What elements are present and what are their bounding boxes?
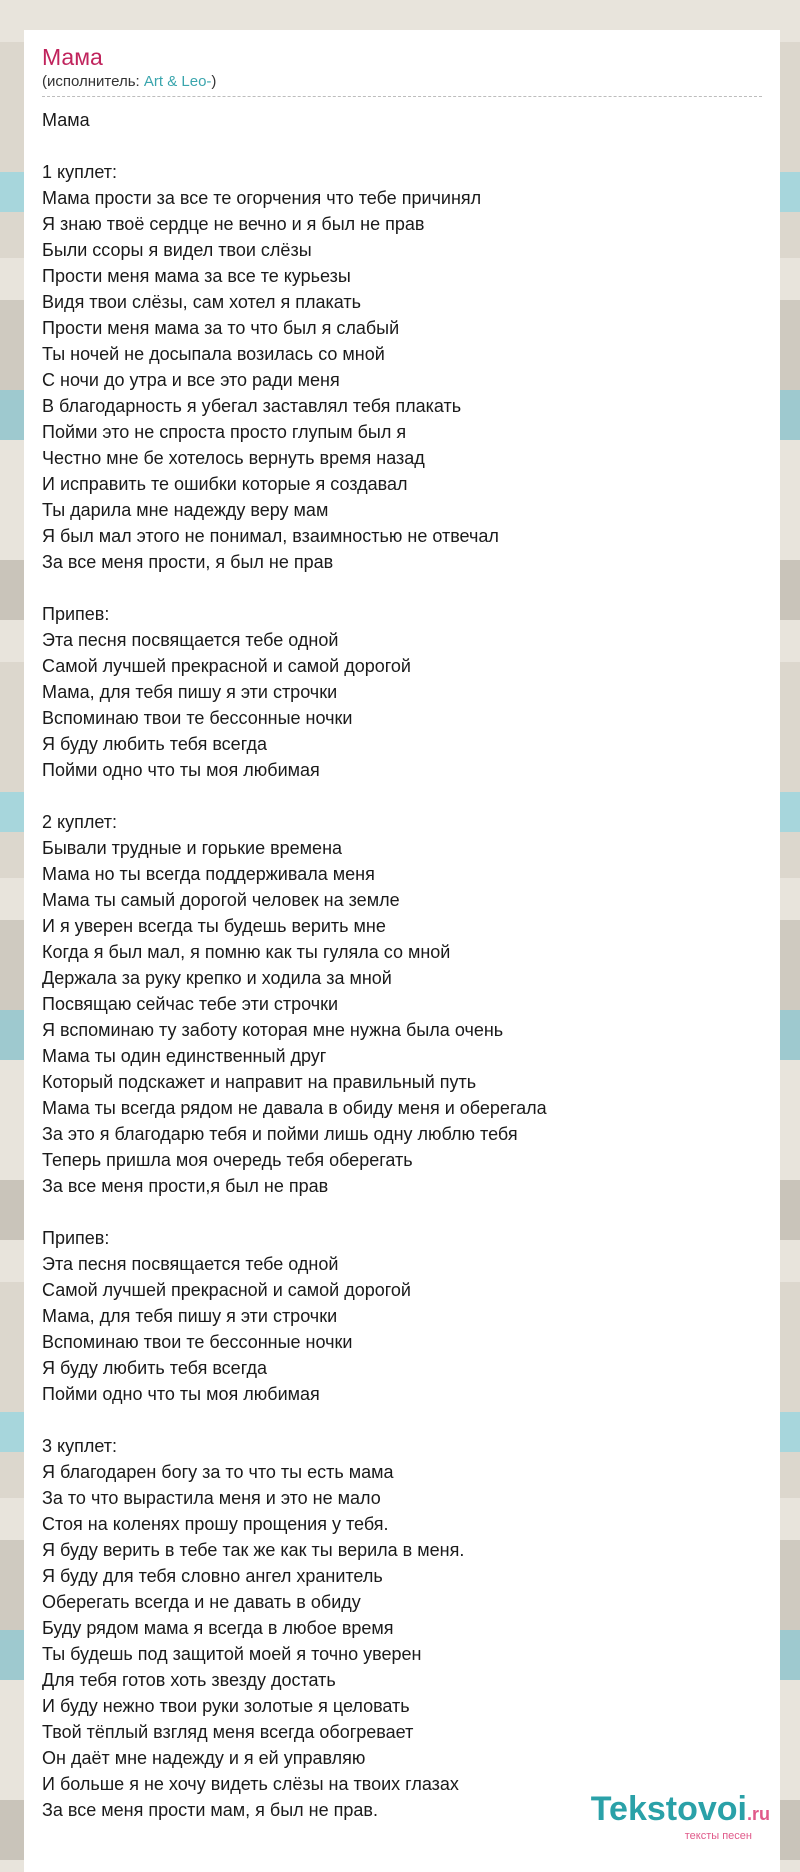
lyric-line: Мама, для тебя пишу я эти строчки <box>42 682 338 702</box>
lyric-line: Буду рядом мама я всегда в любое время <box>42 1618 394 1638</box>
lyric-line: Прости меня мама за все те курьезы <box>42 266 351 286</box>
lyric-line: Вспоминаю твои те бессонные ночки <box>42 1332 353 1352</box>
lyric-line: Мама ты один единственный друг <box>42 1046 327 1066</box>
lyric-line: За все меня прости,я был не прав <box>42 1176 329 1196</box>
lyric-line: За все меня прости мам, я был не прав. <box>42 1800 378 1820</box>
lyric-line: Мама, для тебя пишу я эти строчки <box>42 1306 338 1326</box>
lyric-line: И я уверен всегда ты будешь верить мне <box>42 916 386 936</box>
lyric-line: С ночи до утра и все это ради меня <box>42 370 340 390</box>
lyric-line: Мама <box>42 110 90 130</box>
lyric-line: Пойми одно что ты моя любимая <box>42 760 320 780</box>
lyrics-body <box>42 107 762 1823</box>
lyric-line: Самой лучшей прекрасной и самой дорогой <box>42 1280 411 1300</box>
logo-tagline: тексты песен <box>684 1830 752 1842</box>
lyric-line: Эта песня посвящается тебе одной <box>42 630 339 650</box>
lyric-line: И буду нежно твои руки золотые я целовать <box>42 1696 410 1716</box>
lyrics-card <box>24 30 780 1872</box>
lyric-line: Я буду для тебя словно ангел хранитель <box>42 1566 383 1586</box>
lyric-line: 3 куплет: <box>42 1436 117 1456</box>
lyric-line: 2 куплет: <box>42 812 117 832</box>
lyric-line: Держала за руку крепко и ходила за мной <box>42 968 392 988</box>
song-title: Мама <box>42 44 103 70</box>
lyric-line: Мама но ты всегда поддерживала меня <box>42 864 375 884</box>
site-logo[interactable] <box>591 1791 770 1842</box>
lyric-line: За это я благодарю тебя и пойми лишь одну люблю тебя <box>42 1124 518 1144</box>
lyric-line: Стоя на коленях прошу прощения у тебя. <box>42 1514 389 1534</box>
lyric-blank-line <box>42 783 762 809</box>
logo-domain: .ru <box>746 1804 770 1824</box>
lyric-line: Я знаю твоё сердце не вечно и я был не прав <box>42 214 425 234</box>
lyric-line: Припев: <box>42 1228 110 1248</box>
lyric-line: За то что вырастила меня и это не мало <box>42 1488 381 1508</box>
lyric-line: 1 куплет: <box>42 162 117 182</box>
lyric-line: За все меня прости, я был не прав <box>42 552 334 572</box>
lyric-line: Мама прости за все те огорчения что тебе причинял <box>42 188 482 208</box>
lyric-line: И исправить те ошибки которые я создавал <box>42 474 408 494</box>
lyric-line: Я буду любить тебя всегда <box>42 1358 267 1378</box>
lyric-line: Он даёт мне надежду и я ей управляю <box>42 1748 366 1768</box>
lyric-line: Пойми это не спроста просто глупым был я <box>42 422 407 442</box>
lyric-line: Ты ночей не досыпала возилась со мной <box>42 344 385 364</box>
lyric-line: И больше я не хочу видеть слёзы на твоих глазах <box>42 1774 459 1794</box>
artist-suffix: ) <box>211 73 217 90</box>
lyric-line: Бывали трудные и горькие времена <box>42 838 343 858</box>
artist-line <box>42 72 762 97</box>
lyric-line: Теперь пришла моя очередь тебя оберегать <box>42 1150 413 1170</box>
lyric-line: Ты будешь под защитой моей я точно уверен <box>42 1644 422 1664</box>
logo-wordmark: Tekstovoi <box>590 1790 747 1828</box>
lyric-line: Честно мне бе хотелось вернуть время назад <box>42 448 425 468</box>
lyric-line: Припев: <box>42 604 110 624</box>
artist-prefix: (исполнитель: <box>42 73 144 90</box>
lyric-line: Самой лучшей прекрасной и самой дорогой <box>42 656 411 676</box>
lyric-line: Твой тёплый взгляд меня всегда обогревает <box>42 1722 414 1742</box>
lyric-line: Для тебя готов хоть звезду достать <box>42 1670 336 1690</box>
lyric-blank-line <box>42 575 762 601</box>
lyric-line: Пойми одно что ты моя любимая <box>42 1384 320 1404</box>
lyric-line: Я был мал этого не понимал, взаимностью не отвечал <box>42 526 499 546</box>
lyric-line: Оберегать всегда и не давать в обиду <box>42 1592 361 1612</box>
lyric-line: Когда я был мал, я помню как ты гуляла со мной <box>42 942 451 962</box>
lyric-line: Посвящаю сейчас тебе эти строчки <box>42 994 339 1014</box>
lyric-line: Ты дарила мне надежду веру мам <box>42 500 329 520</box>
lyric-line: Эта песня посвящается тебе одной <box>42 1254 339 1274</box>
lyric-line: Я буду любить тебя всегда <box>42 734 267 754</box>
lyric-line: Прости меня мама за то что был я слабый <box>42 318 400 338</box>
lyric-line: Видя твои слёзы, сам хотел я плакать <box>42 292 361 312</box>
lyric-line: Были ссоры я видел твои слёзы <box>42 240 312 260</box>
lyric-line: Я вспоминаю ту заботу которая мне нужна была очень <box>42 1020 504 1040</box>
lyric-line: Я буду верить в тебе так же как ты верила в меня. <box>42 1540 465 1560</box>
lyric-line: В благодарность я убегал заставлял тебя плакать <box>42 396 462 416</box>
lyric-line: Вспоминаю твои те бессонные ночки <box>42 708 353 728</box>
lyric-line: Мама ты всегда рядом не давала в обиду меня и оберегала <box>42 1098 547 1118</box>
lyric-blank-line <box>42 133 762 159</box>
lyric-blank-line <box>42 1199 762 1225</box>
artist-link[interactable]: Art & Leo- <box>143 73 212 90</box>
lyric-line: Который подскажет и направит на правильный путь <box>42 1072 477 1092</box>
lyric-line: Я благодарен богу за то что ты есть мама <box>42 1462 394 1482</box>
lyric-blank-line <box>42 1407 762 1433</box>
lyric-line: Мама ты самый дорогой человек на земле <box>42 890 400 910</box>
